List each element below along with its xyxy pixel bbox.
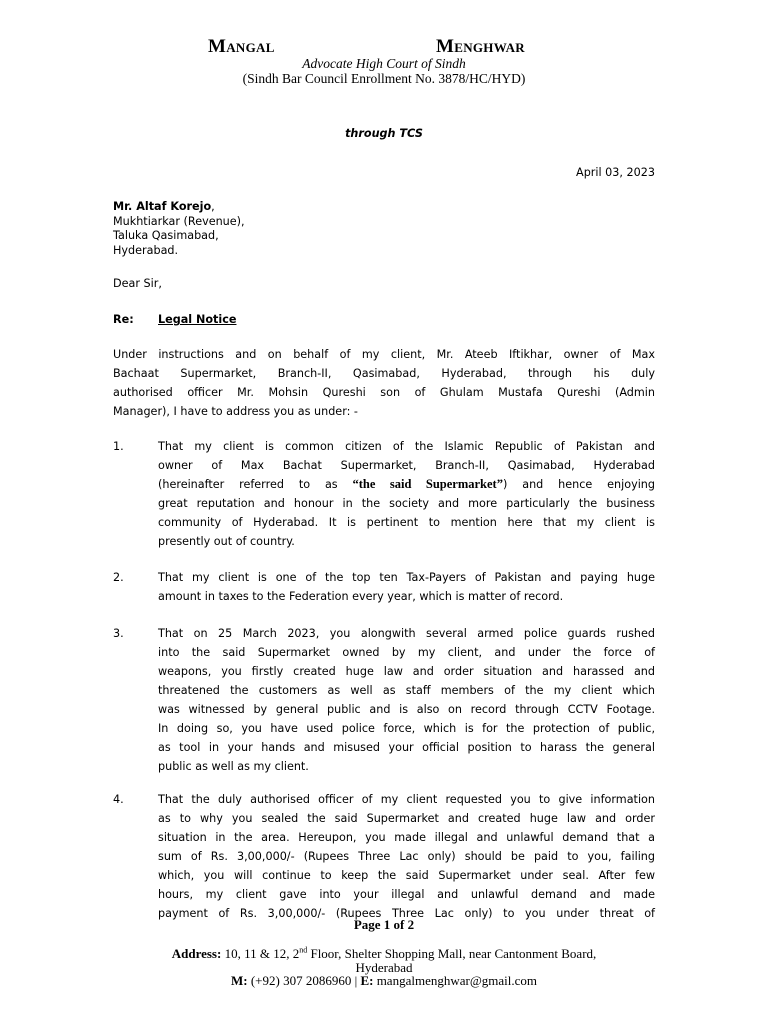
defined-term: “the said Supermarket” [352,477,503,491]
footer-city: Hyderabad [355,960,413,975]
subject-value: Legal Notice [158,313,237,326]
letterhead-first-name: Mangal [208,36,275,57]
paragraph-line: That my client is one of the top ten Tax-Payers of Pakistan and paying huge [158,571,655,584]
paragraph-line: was witnessed by general public and is also on record through CCTV Footage. [158,703,655,716]
subject-label: Re: [113,313,134,326]
paragraph-line: as tool in your hands and misused your official position to harass the general [158,741,655,754]
footer-email: mangalmenghwar@gmail.com [376,973,538,988]
paragraph-line: into the said Supermarket owned by my client, and under the force of [158,646,655,659]
paragraph-number: 4. [113,793,124,806]
paragraph-line: presently out of country. [158,535,295,548]
paragraph-line: That my client is common citizen of the Islamic Republic of Pakistan and [158,440,655,453]
text-segment: (hereinafter referred to as [158,478,353,491]
paragraph-line-with-bold [158,475,655,494]
paragraph-line: payment of Rs. 3,00,000/- (Rupees Three Lac only) to you under threat of [158,907,655,920]
footer-address [0,946,768,961]
paragraph-number: 2. [113,571,124,584]
paragraph-line: sum of Rs. 3,00,000/- (Rupees Three Lac only) should be paid to you, failing [158,850,655,863]
paragraph-line: Bachaat Supermarket, Branch-II, Qasimabad, Hyderabad, through his duly [113,367,655,380]
paragraph-line: as to why you sealed the said Supermarket and created huge law and order [158,812,655,825]
paragraph-2 [158,568,655,606]
paragraph-number: 3. [113,627,124,640]
paragraph-line: authorised officer Mr. Mohsin Qureshi son of Ghulam Mustafa Qureshi (Admin [113,386,655,399]
page-number: Page 1 of 2 [353,917,415,932]
letterhead-last-name: Menghwar [436,36,525,57]
paragraph-line: situation in the area. Hereupon, you made illegal and unlawful demand that a [158,831,655,844]
paragraph-line: great reputation and honour in the society and more particularly the business [158,497,655,510]
paragraph-line: That the duly authorised officer of my client requested you to give information [158,793,655,806]
paragraph-line: amount in taxes to the Federation every year, which is matter of record. [158,590,564,603]
paragraph-line: Under instructions and on behalf of my client, Mr. Ateeb Iftikhar, owner of Max [113,348,655,361]
text-segment: ) and hence enjoying [502,478,655,491]
footer-email-label: E: [360,973,374,988]
paragraph-line: which, you will continue to keep the said Supermarket under seal. After few [158,869,655,882]
paragraph-line: public as well as my client. [158,760,309,773]
footer-contact [0,973,768,988]
recipient-line: Mukhtiarkar (Revenue), [113,214,245,228]
paragraph-3 [158,624,655,776]
paragraph-4 [158,790,655,923]
paragraph-1 [158,437,655,551]
letter-date: April 03, 2023 [576,166,655,179]
recipient-name: Mr. Altaf Korejo [113,200,212,213]
recipient-name-suffix: , [211,200,215,213]
paragraph-line: That on 25 March 2023, you alongwith several armed police guards rushed [158,627,655,640]
paragraph-number: 1. [113,440,124,453]
delivery-method: through TCS [345,127,423,140]
footer-mobile-label: M: [230,973,248,988]
paragraph-line: hours, my client gave into your illegal and unlawful demand and made [158,888,655,901]
footer-address-sup: nd [299,945,308,955]
paragraph-line: threatened the customers as well as staff members of the my client which [158,684,655,697]
footer-address-post: Floor, Shelter Shopping Mall, near Cantonment Board, [307,946,597,961]
recipient-line: Hyderabad. [113,243,179,257]
footer-address-pre: 10, 11 & 12, 2 [224,946,300,961]
salutation: Dear Sir, [113,277,162,290]
recipient-address [113,200,245,258]
paragraph-line: weapons, you firstly created huge law and order situation and harassed and [158,665,655,678]
paragraph-line: Manager), I have to address you as under: - [113,405,358,418]
paragraph-line: owner of Max Bachat Supermarket, Branch-II, Qasimabad, Hyderabad [158,459,655,472]
footer-separator: | [354,973,358,988]
intro-paragraph [113,345,655,421]
recipient-line: Taluka Qasimabad, [113,229,219,242]
letterhead-enrollment: (Sindh Bar Council Enrollment No. 3878/HC/HYD) [242,71,526,86]
footer-mobile: (+92) 307 2086960 [250,973,352,988]
paragraph-line: In doing so, you have used police force, which is for the protection of public, [158,722,655,735]
letterhead-title: Advocate High Court of Sindh [302,56,466,71]
footer-address-label: Address: [171,946,222,961]
paragraph-line: community of Hyderabad. It is pertinent to mention here that my client is [158,516,655,529]
